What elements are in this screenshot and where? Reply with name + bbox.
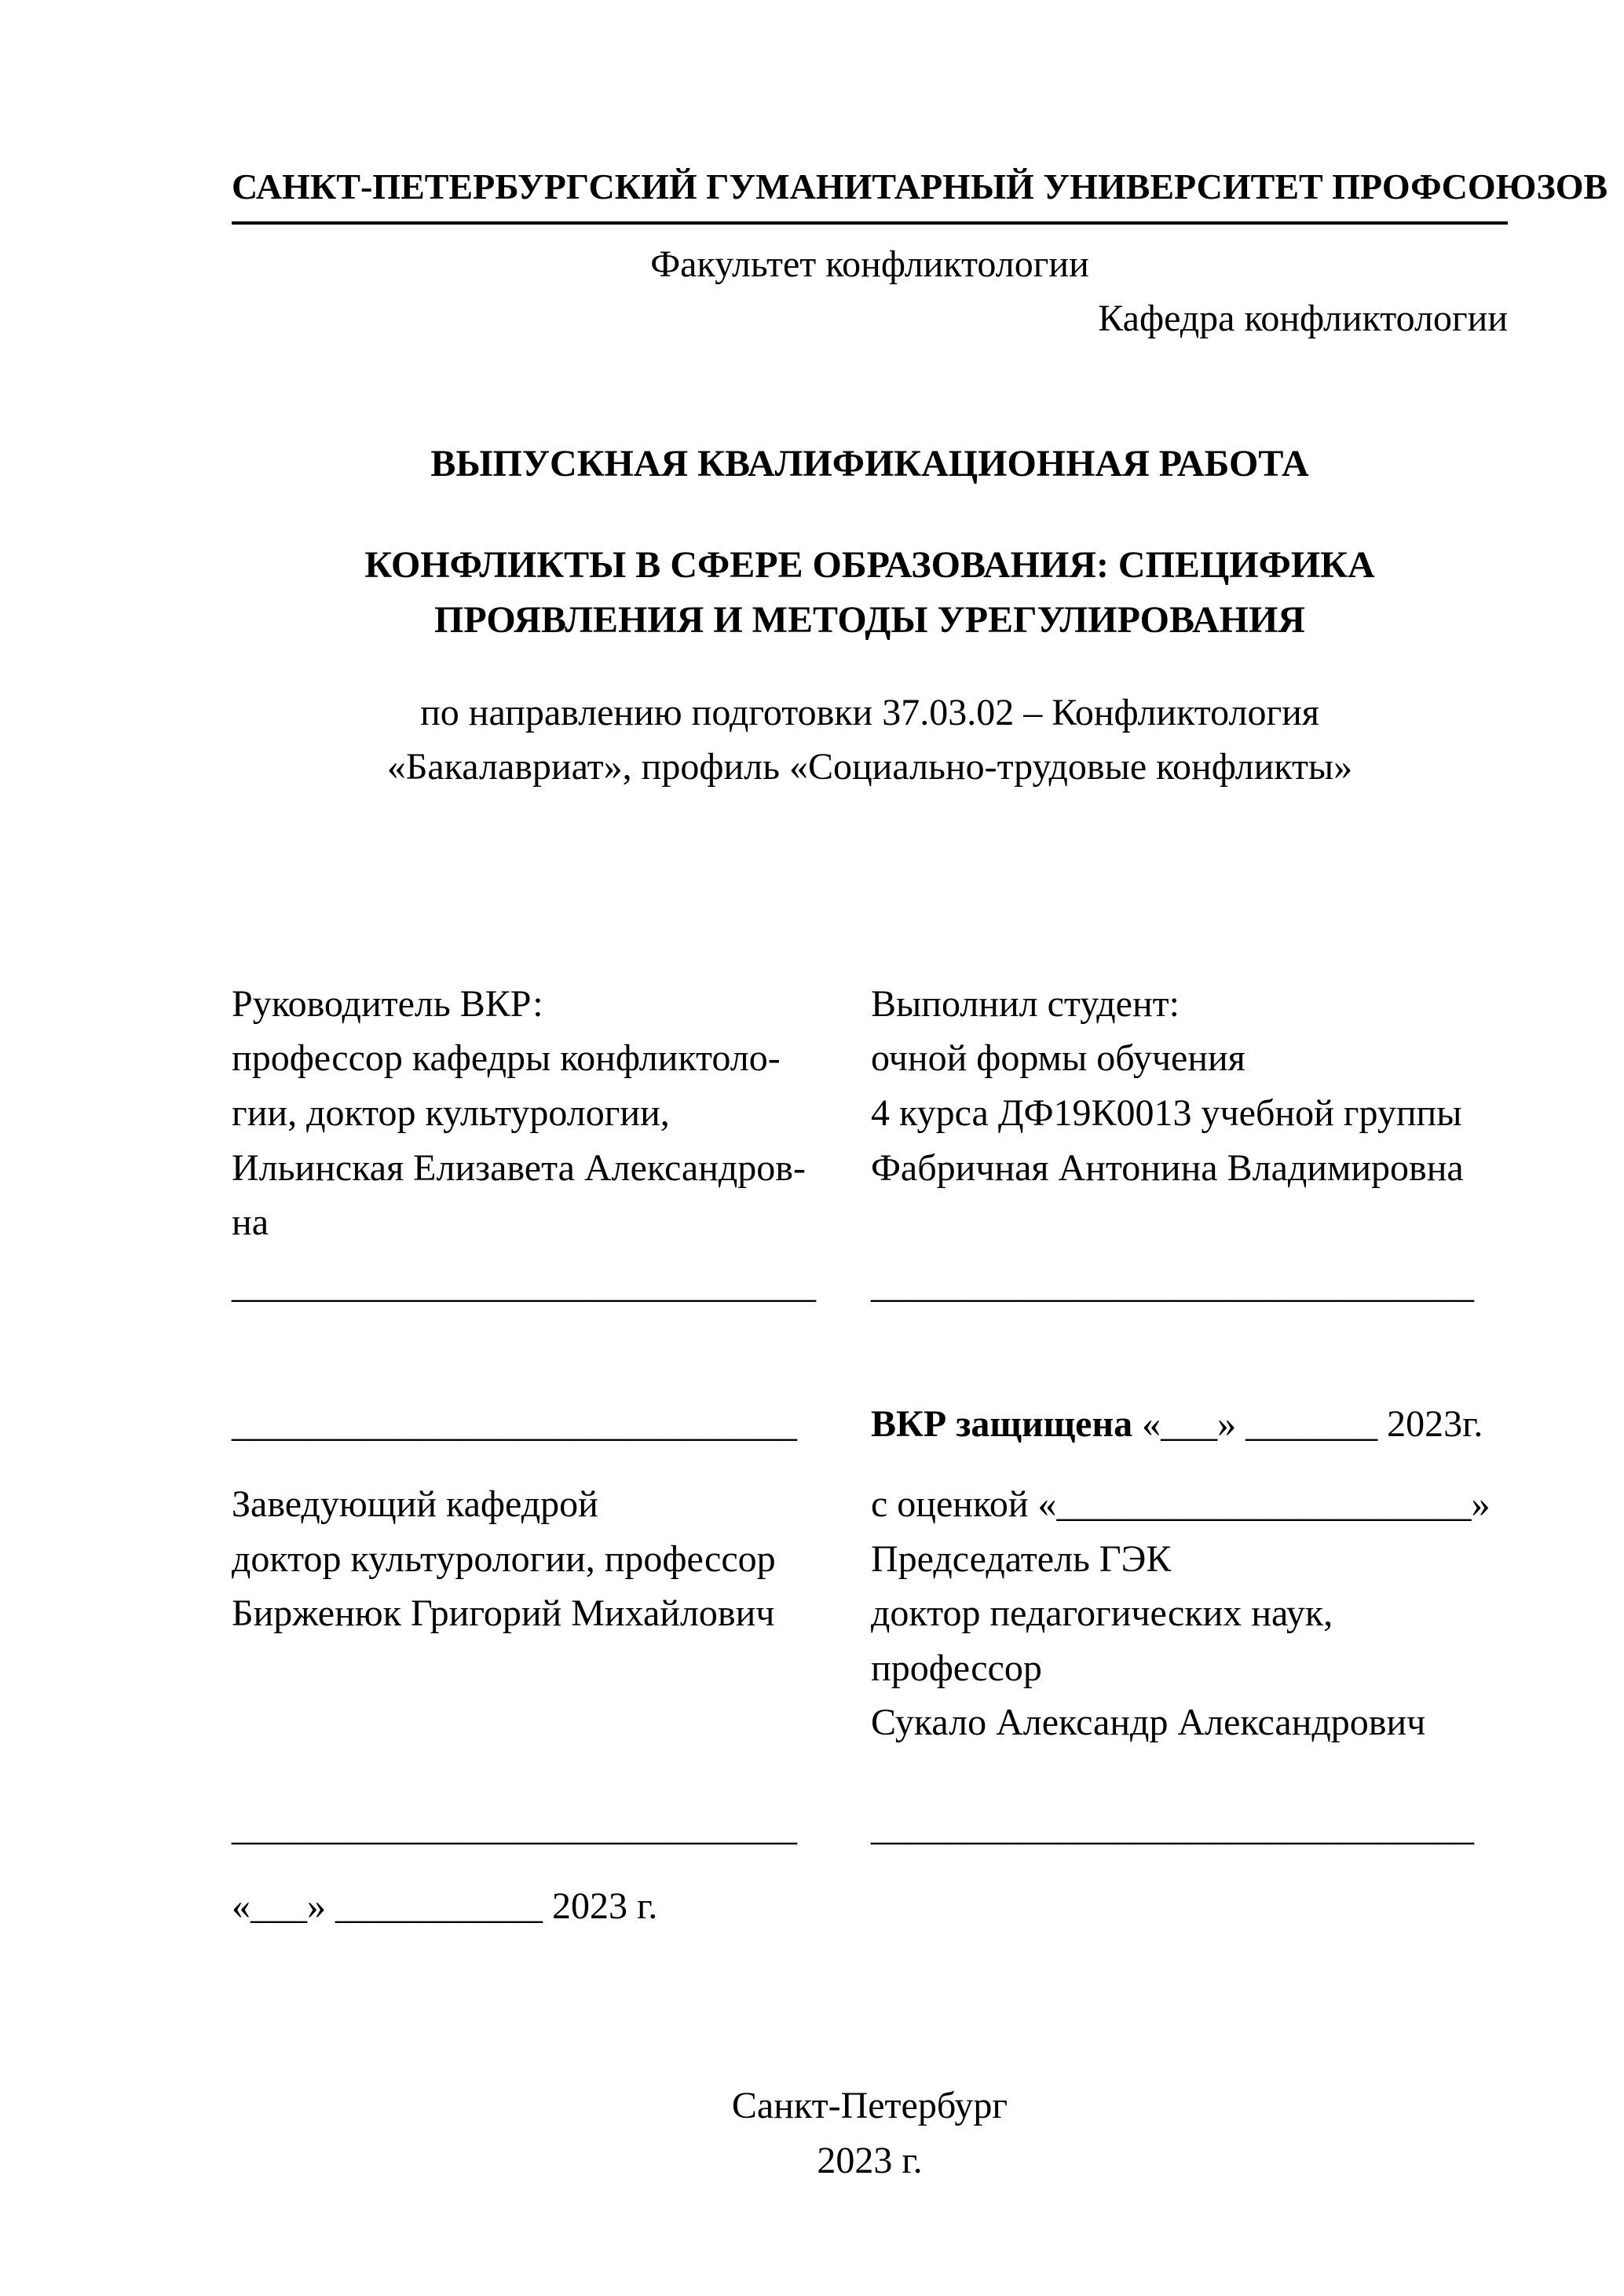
department-head-block xyxy=(232,1477,871,1641)
student-group: 4 курса ДФ19К0013 учебной группы xyxy=(871,1092,1462,1135)
head-signature-line: ______________________________ xyxy=(232,1806,797,1848)
heads-section xyxy=(232,1477,1508,1750)
supervisor-block xyxy=(232,977,871,1250)
committee-chair-title-1: доктор педагогических наук, xyxy=(871,1592,1333,1635)
faculty-name: Факультет конфликтологии xyxy=(650,243,1089,285)
supervisor-role: Руководитель ВКР: xyxy=(232,982,543,1025)
program-direction: по направлению подготовки 37.03.02 – Конфликтология xyxy=(420,691,1319,733)
signature-row-2 xyxy=(232,1801,1508,1855)
committee-chair-title-2: профессор xyxy=(871,1647,1042,1689)
department-head-title: доктор культурологии, профессор xyxy=(232,1537,776,1580)
thesis-title-line-1: КОНФЛИКТЫ В СФЕРЕ ОБРАЗОВАНИЯ: СПЕЦИФИКА xyxy=(364,544,1375,587)
left-signature-line: ______________________________ xyxy=(232,1403,797,1446)
department-head-name: Бирженюк Григорий Михайлович xyxy=(232,1592,775,1635)
department-name: Кафедра конфликтологии xyxy=(1098,298,1508,340)
work-type-heading: ВЫПУСКНАЯ КВАЛИФИКАЦИОННАЯ РАБОТА xyxy=(430,442,1309,484)
supervisor-name-line-2: на xyxy=(232,1201,269,1244)
student-name: Фабричная Антонина Владимировна xyxy=(871,1146,1464,1189)
defense-statement-rest: «___» _______ 2023г. xyxy=(1132,1403,1483,1446)
defense-row xyxy=(232,1397,1508,1452)
supervisor-title-line-2: гии, доктор культурологии, xyxy=(232,1092,670,1135)
signature-row-1 xyxy=(232,1258,1508,1313)
university-name: САНКТ-ПЕТЕРБУРГСКИЙ ГУМАНИТАРНЫЙ УНИВЕРСИТЕТ ПРОФСОЮЗОВ xyxy=(232,161,1508,225)
supervisor-title-line-1: профессор кафедры конфликтоло- xyxy=(232,1037,781,1080)
committee-chair-role: Председатель ГЭК xyxy=(871,1537,1172,1580)
student-study-form: очной формы обучения xyxy=(871,1037,1245,1080)
people-section xyxy=(232,977,1508,1250)
footer xyxy=(232,2078,1508,2188)
student-block xyxy=(871,977,1508,1195)
committee-chair-name: Сукало Александр Александрович xyxy=(871,1702,1426,1744)
defense-statement-bold: ВКР защищена xyxy=(871,1403,1133,1446)
committee-signature-line: ________________________________ xyxy=(871,1806,1474,1848)
footer-year: 2023 г. xyxy=(817,2139,923,2181)
supervisor-signature-line: _______________________________ xyxy=(232,1263,816,1306)
committee-block xyxy=(871,1477,1508,1750)
footer-city: Санкт-Петербург xyxy=(731,2085,1008,2127)
program-info xyxy=(232,686,1508,795)
student-role: Выполнил студент: xyxy=(871,982,1180,1025)
department-head-role: Заведующий кафедрой xyxy=(232,1483,598,1525)
program-profile: «Бакалавриат», профиль «Социально-трудовые конфликты» xyxy=(386,746,1353,788)
thesis-title-line-2: ПРОЯВЛЕНИЯ И МЕТОДЫ УРЕГУЛИРОВАНИЯ xyxy=(434,599,1305,642)
date-row xyxy=(232,1879,1508,1934)
grade-line: с оценкой «______________________» xyxy=(871,1483,1490,1525)
supervisor-name-line-1: Ильинская Елизавета Александров- xyxy=(232,1146,806,1189)
date-line: «___» ___________ 2023 г. xyxy=(232,1885,658,1927)
student-signature-line: ________________________________ xyxy=(871,1263,1474,1306)
defense-statement xyxy=(871,1397,1508,1452)
thesis-title xyxy=(232,538,1508,647)
